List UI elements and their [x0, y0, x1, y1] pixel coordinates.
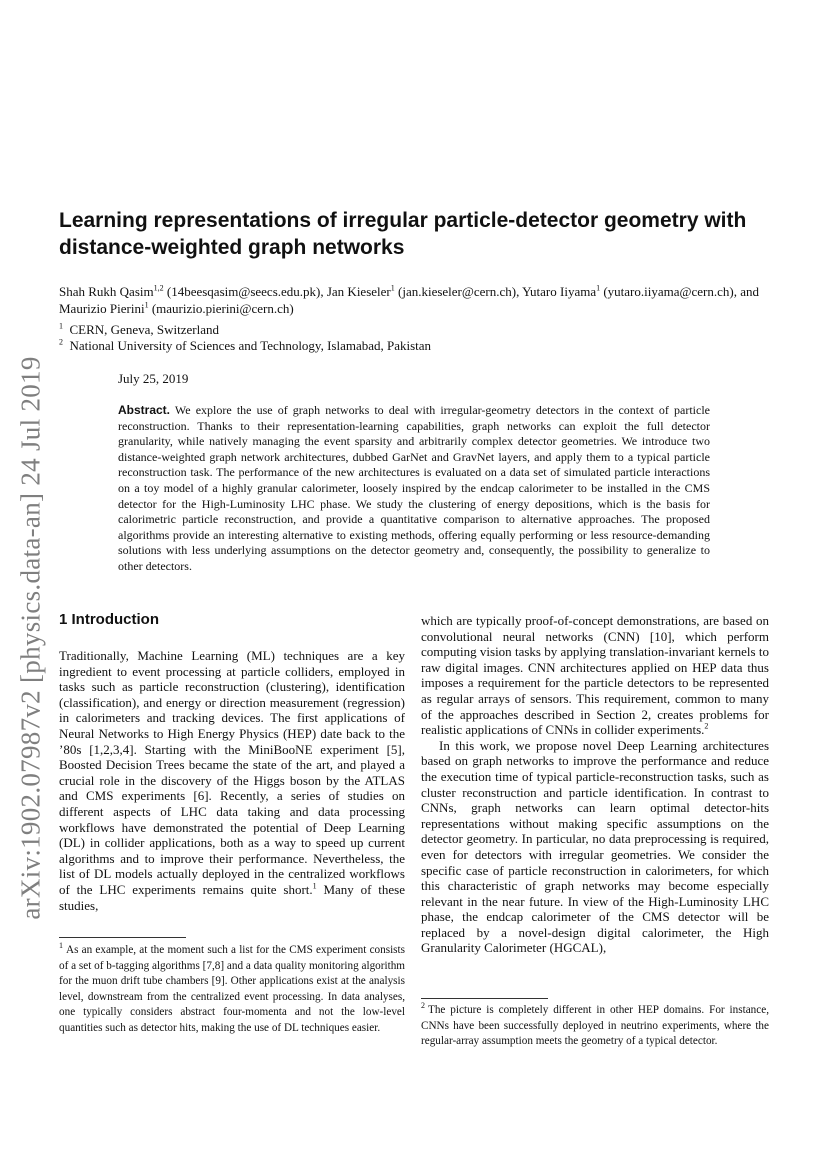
abstract: [118, 403, 710, 575]
affil-sup: 1: [596, 283, 601, 293]
author-list: [59, 283, 771, 317]
affil-sup: 1,2: [153, 283, 164, 293]
paper-date: July 25, 2019: [118, 371, 189, 386]
affiliations: [59, 322, 759, 354]
right-column: [421, 613, 769, 956]
abstract-text: We explore the use of graph networks to deal with irregular-geometry detectors in the context of particle reconstruction. Thanks to their representation-learning capabilities, graph networks can exploit the full detector granularity, while natively managing the event sparsity and arbitrarily complex detector geometries. We introduce two distance-weighted graph network architectures, dubbed GarNet and GravNet layers, and apply them to a typical particle reconstruction task. The performance of the new architectures is evaluated on a data set of simulated particle interactions on a toy model of a highly granular calorimeter, loosely inspired by the endcap calorimeter to be installed in the CMS detector for the High-Luminosity LHC phase. We study the clustering of energy depositions, which is the basis for calorimetric particle reconstruction, and provide a quantitative comparison to alternative approaches. The proposed algorithms provide an interesting alternative to existing methods, offering equally performing or less resource-demanding solutions with less underlying assumptions on the detector geometry and, consequently, the possibility to generalize to other detectors.: [118, 403, 710, 573]
author-text: (yutaro.iiyama@cern.ch), and Maurizio Pierini: [59, 284, 759, 316]
author-text: (jan.kieseler@cern.ch), Yutaro Iiyama: [394, 284, 597, 299]
affiliation-1: $^1$ CERN, Geneva, Switzerland: [59, 321, 219, 337]
footnote-mark[interactable]: 1: [312, 881, 317, 891]
footnote-2: $^2$ The picture is completely different in other HEP domains. For instance, CNNs have been successfully deployed in neutrino experiments, where the regular-array assumption meets the geometry of a typical detector.: [421, 1001, 769, 1048]
footnote-rule: [59, 937, 186, 938]
paper-title: Learning representations of irregular particle-detector geometry with distance-weighted graph networks: [59, 209, 747, 259]
author-text: Shah Rukh Qasim: [59, 284, 154, 299]
affil-sup: 1: [144, 300, 149, 310]
affil-sup: 1: [390, 283, 395, 293]
author-text: (14beesqasim@seecs.edu.pk), Jan Kieseler: [163, 284, 391, 299]
intro-paragraph: which are typically proof-of-concept demonstrations, are based on convolutional neural networks (CNN) [10], which perform computing vision tasks by applying translation-invariant kernels to raw digital images. CNN architectures applied on HEP data thus imposes a requirement for the particle detectors to be represented as regular arrays of sensors. This requirement, common to many of the approaches described in Section 2, creates problems for realistic applications of CNNs in collider experiments.$^2$: [421, 613, 769, 738]
intro-paragraph: Traditionally, Machine Learning (ML) techniques are a key ingredient to event processing at particle colliders, employed in tasks such as particle reconstruction (clustering), identification (classification), and energy or direction measurement (regression) in calorimeters and tracking devices. The first applications of Neural Networks to High Energy Physics (HEP) date back to the ’80s [1,2,3,4]. Starting with the MiniBooNE experiment [5], Boosted Decision Trees became the state of the art, and played a crucial role in the discovery of the Higgs boson by the ATLAS and CMS experiments [6]. Recently, a series of studies on different aspects of LHC data taking and data processing workflows have demonstrated the potential of Deep Learning (DL) in collider applications, both as a way to speed up current algorithms and to improve their performance. Nevertheless, the list of DL models actually deployed in the centralized workflows of the LHC experiments remains quite short.$^1$ Many of these studies,: [59, 648, 406, 913]
footnote-mark[interactable]: 2: [704, 721, 709, 731]
author-text: (maurizio.pierini@cern.ch): [148, 301, 294, 316]
left-column: [59, 648, 405, 913]
footnote-rule: [421, 998, 548, 999]
footnote-1: $^1$ As an example, at the moment such a list for the CMS experiment consists of a set of b-tagging algorithms [7,8] and a data quality monitoring algorithm for the muon drift tube chambers [9]. Other applications exist at the analysis level, downstream from the centralized event processing. In data analyses, one typically considers abstract four-momenta and not the low-level quantities such as detector hits, making the use of DL techniques easier.: [59, 941, 405, 1034]
arxiv-sidebar-stamp: [10, 338, 52, 938]
affiliation-2: $^2$ National University of Sciences and Technology, Islamabad, Pakistan: [59, 337, 432, 353]
abstract-label: Abstract.: [118, 403, 171, 417]
intro-paragraph: In this work, we propose novel Deep Learning architectures based on graph networks to improve the performance and reduce the execution time of typical particle-reconstruction tasks, such as cluster reconstruction and particle identification. In contrast to CNNs, graph networks can learn optimal detector-hits representations without making specific assumptions on the detector geometry. In particular, no data preprocessing is required, even for detectors with irregular geometries. We consider the specific case of particle reconstruction in calorimeters, for which this characteristic of graph networks may become especially relevant in the near future. In view of the High-Luminosity LHC phase, the endcap calorimeter of the CMS detector will be replaced by a novel-design digital calorimeter, the High Granularity Calorimeter (HGCAL),: [421, 737, 769, 956]
section-heading: 1 Introduction: [59, 611, 159, 628]
arxiv-identifier: arXiv:1902.07987v2 [physics.data-an] 24 Jul 2019: [15, 356, 46, 920]
